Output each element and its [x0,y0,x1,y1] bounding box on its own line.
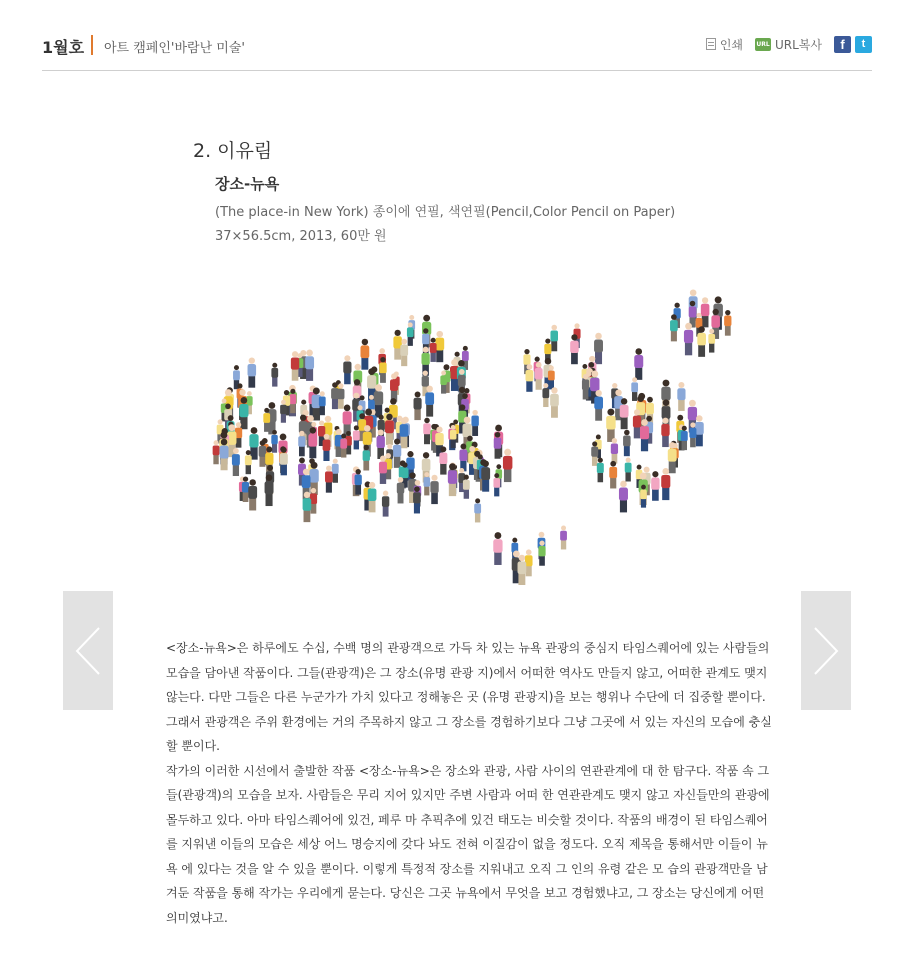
crowd-figure [651,471,659,501]
crowd-figure [249,427,258,460]
crowd-figure [319,391,326,415]
copy-url-label: URL복사 [775,37,822,52]
crowd-figure [430,475,438,504]
crowd-figure [360,339,369,370]
artwork-size-price: 37×56.5cm, 2013, 60만 원 [215,229,387,244]
crowd-figure [435,331,444,362]
crowd-figure [684,323,693,355]
crowd-figure [606,409,615,442]
crowd-figure [471,410,478,436]
crowd-figure [594,333,603,364]
crowd-figure [623,430,631,456]
crowd-figure [597,458,604,483]
crowd-figure [305,350,314,381]
chevron-left-icon [63,591,113,710]
print-button[interactable] [706,36,743,53]
article-body [166,636,776,930]
paragraph: 작가의 이러한 시선에서 출발한 작품 <장소-뉴욕>은 장소와 관광, 사람 사이의 연관관계에 대 한 탐구다. 작품 속 그들(관광객)의 모습을 보자. 사람들은 무리 지어 있지만 주변 사람과 어떠 한 연관관계도 맺지 않고 자신들만의 관광에 몰두하고 있다. 아마 타임스퀘어에 있건, 페루 마 추픽추에 있건 태도는 비슷할 것이다. 작품의 배경이 된 타임스퀘어를 지워낸 이들의 모습은 세상 어느 명승지에 갖다 놔도 전혀 이질감이 없을 정도다. 오직 제목을 통해서만 이들이 뉴욕 에 있다는 것을 알 수 있을 뿐이다. 이렇게 특정적 장소를 지워내고 오직 그 인의 유령 같은 모 습의 관광객만을 남겨둔 작품을 통해 작가는 우리에게 묻는다. 당신은 그곳 뉴욕에서 무엇을 보고 경험했냐고, 그 장소는 당신에게 어떤 의미였냐고. [166,763,770,925]
crowd-figure [423,418,431,445]
artwork-materials: (The place-in New York) 종이에 연필, 색연필(Pencil,Color Pencil on Paper) [215,205,676,220]
chevron-right-icon [801,591,851,710]
crowd-figure [625,457,632,481]
artist-heading: 2. 이유림 [193,140,273,162]
prev-button[interactable] [63,591,113,710]
page-header [42,26,872,71]
crowd-figure [332,459,339,483]
crowd-figure [503,449,512,482]
copy-url-button[interactable] [755,36,822,53]
crowd-figure [609,461,617,489]
crowd-figure [619,481,628,513]
next-button[interactable] [801,591,851,710]
crowd-figure [325,465,333,492]
print-icon [706,38,716,50]
crowd-figure [550,325,558,352]
artwork-image [200,275,750,585]
print-label: 인쇄 [719,37,743,52]
twitter-icon[interactable]: t [855,36,872,53]
crowd-figure [378,415,385,440]
crowd-figure [560,526,567,550]
issue-label: 1월호 [42,38,85,57]
crowd-figure [493,532,502,565]
crowd-figure [248,479,257,510]
campaign-title: 아트 캠페인'바람난 미술' [104,41,245,56]
crowd-figure [393,330,401,360]
crowd-figure [248,357,257,387]
crowd-figure [677,382,685,411]
header-divider [91,35,93,55]
crowd-figure [631,377,638,401]
crowd-figure [550,387,559,418]
crowd-figure [213,440,220,464]
crowd-figure [343,355,351,384]
crowd-figure [382,491,389,517]
crowd-figure [414,392,422,421]
artwork-title: 장소-뉴욕 [215,175,280,193]
paragraph: <장소-뉴욕>은 하루에도 수십, 수백 명의 관광객으로 가득 차 있는 뉴욕 관광의 중심지 타임스퀘어에 있는 사람들의 모습을 담아낸 작품이다. 그들(관광객)은 그 장소(유명 관광 지)에서 어떠한 역사도 만들지 않고, 어떠한 관계도 맺지 않는다. 다만 그들은 다른 누군가가 가치 있다고 정해놓은 곳 (유명 관광지)을 보는 행위나 수단에 더 집중할 뿐이다. 그래서 관광객은 주위 환경에는 거의 주목하지 않고 그 장소를 경험하기보다 그냥 그곳에 서 있는 자신의 모습에 충실할 뿐이다. [166,641,772,753]
header-tools [706,35,872,53]
facebook-icon[interactable]: f [834,36,851,53]
crowd-figure [634,348,643,380]
crowd-figure [724,310,731,336]
crowd-figure [474,498,481,522]
crowd-figure [462,346,469,370]
url-icon: URL [755,38,771,51]
crowd-figure [271,363,278,387]
